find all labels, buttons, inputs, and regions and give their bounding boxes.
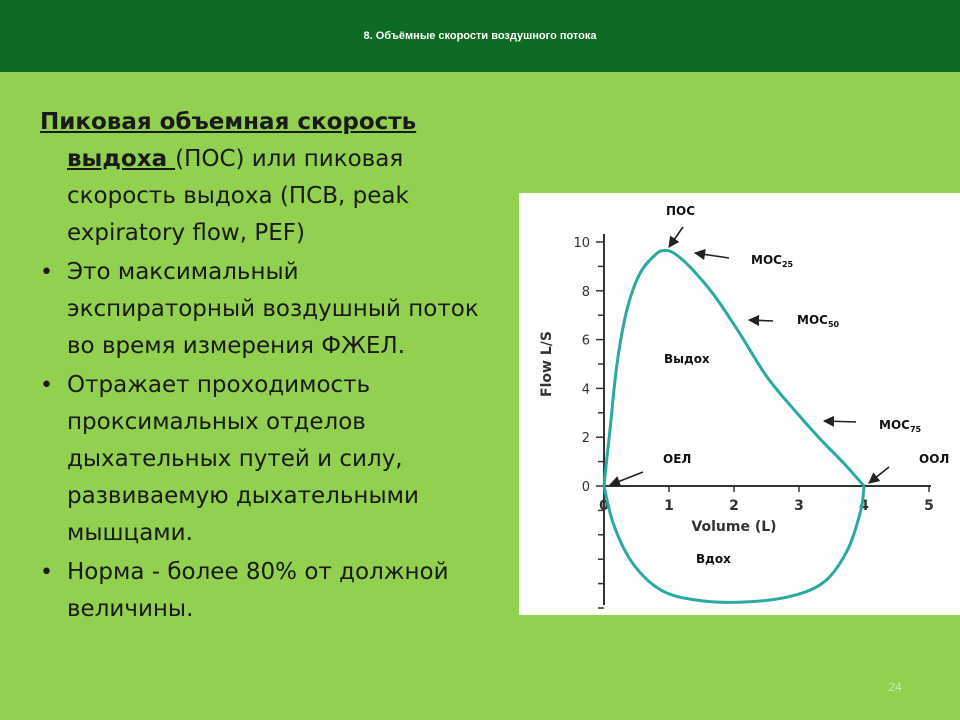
expiration-curve (604, 250, 864, 486)
slide-title: 8. Объёмные скорости воздушного потока (363, 30, 597, 42)
bullet1-line: Это максимальный (67, 259, 299, 285)
text-content (40, 104, 510, 630)
bullet2-line: развиваемую дыхательными (67, 483, 419, 509)
y-tick-label: 0 (581, 480, 590, 495)
mos75-arrow (824, 421, 856, 422)
x-tick-label: 3 (794, 498, 804, 514)
lead-text-3: expiratory flow, PEF) (67, 220, 305, 246)
bullet2-line: мышцами. (67, 520, 193, 546)
chart-axes (539, 234, 934, 608)
mos50-label: $МОС_{50}$ (797, 313, 840, 329)
y-axis-label: Flow L/S (539, 331, 555, 397)
x-tick-label: 1 (664, 498, 674, 514)
bullet-item-max-flow (40, 254, 510, 365)
y-tick-label: 6 (581, 333, 590, 349)
bullet-dot: • (40, 260, 53, 285)
bullet1-line: во время измерения ФЖЕЛ. (67, 333, 406, 359)
ool-arrow (869, 467, 889, 483)
x-axis-label: Volume (L) (691, 519, 777, 535)
lead-term-line1: Пиковая объемная скорость (40, 109, 417, 135)
lead-term-line2: выдоха (67, 146, 176, 172)
lead-text-2: скорость выдоха (ПСВ, peak (67, 183, 409, 209)
bullet-item-patency (40, 367, 510, 552)
bullet2-line: проксимальных отделов (67, 409, 366, 435)
mos50-arrow (749, 320, 773, 321)
y-tick-label: 2 (581, 431, 590, 447)
bullet-dot: • (40, 373, 53, 398)
pos-label: ПОС (666, 204, 696, 218)
lead-paragraph (40, 104, 510, 252)
mos75-label: $МОС_{75}$ (879, 418, 922, 434)
flow-volume-svg (519, 193, 960, 615)
bullet-list (40, 254, 510, 628)
chart-curves (604, 250, 864, 602)
y-tick-label: 8 (581, 284, 590, 300)
slide-header (0, 0, 960, 72)
mos25-arrow (695, 253, 729, 258)
ool-label: ООЛ (919, 452, 950, 466)
pos-arrow (669, 227, 683, 247)
flow-volume-chart (519, 193, 960, 615)
bullet3-line: величины. (67, 596, 194, 622)
y-tick-label: 4 (581, 382, 590, 398)
x-tick-label: 0 (599, 498, 609, 514)
vydoh-label: Выдох (664, 352, 710, 366)
x-tick-label: 2 (729, 498, 739, 514)
x-tick-label: 5 (924, 498, 934, 514)
bullet-item-norm (40, 554, 510, 628)
lead-text-1: (ПОС) или пиковая (175, 146, 404, 172)
bullet-dot: • (40, 560, 53, 585)
bullet2-line: дыхательных путей и силу, (67, 446, 403, 472)
vdoh-label: Вдох (696, 552, 731, 566)
bullet3-line: Норма - более 80% от должной (67, 559, 449, 585)
y-tick-label: 10 (573, 236, 590, 251)
bullet1-line: экспираторный воздушный поток (67, 296, 479, 322)
chart-annotations (610, 204, 949, 566)
x-tick-label: 4 (859, 498, 869, 514)
page-number: 24 (888, 680, 902, 694)
mos25-label: $МОС_{25}$ (751, 253, 794, 269)
bullet2-line: Отражает проходимость (67, 372, 371, 398)
oel-arrow (610, 472, 643, 485)
oel-label: ОЕЛ (663, 452, 692, 466)
